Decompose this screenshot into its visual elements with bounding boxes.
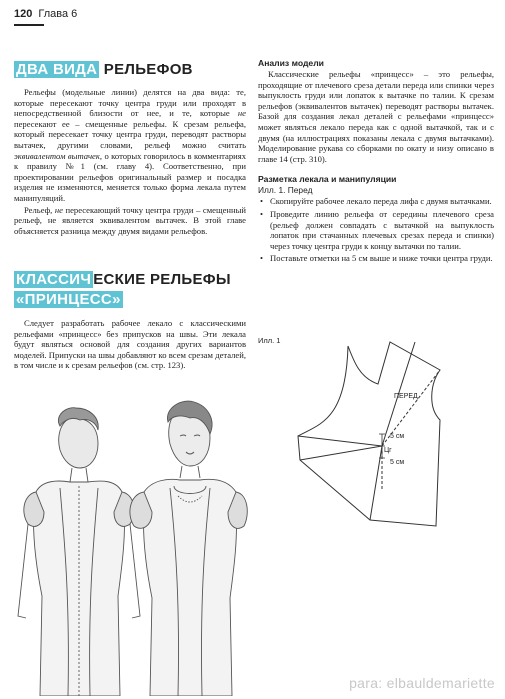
fashion-illustration [14,396,250,696]
paragraph-princess: Следует разработать рабочее лекало с классическими рельефами «принцесс» без припусков на швы. Эти лекала будут являться основой для создания других вариантов моделей. Припуски на швы добавляют ко всем срезам деталей, в том числе и к срезам рельефов (см. стр. 123). [14,318,246,371]
section-title-princess: КЛАССИЧ ЕСКИЕ РЕЛЬЕФЫ «ПРИНЦЕСС» [16,271,231,308]
page-number: 120 [14,8,33,20]
header-rule [14,24,44,26]
section-princess [14,270,246,371]
page-header [14,8,77,20]
analysis-title: Анализ модели [258,58,324,68]
pattern-label-front: ПЕРЕД [394,393,418,400]
figure-label: Илл. 1 [258,336,281,345]
marking-subtitle: Илл. 1. Перед [258,185,313,196]
measure-bottom: 5 см [390,459,405,466]
watermark: para: elbauldemariette [349,675,495,691]
list-item: • Поставьте отметки на 5 см выше и ниже точки центра груди. [260,253,493,264]
analysis-paragraph: Классические рельефы «принцесс» – это рельефы, проходящие от плечевого среза детали переда или спинки через выпуклость груди или лопаток к вытачке по талии. К срезам рельефов (эквивалентов вытачек) переводят растворы вытачек. Базой для создания лекал деталей с рельефами «принцесс» может являться лекало переда как с одной вытачкой, так и с двумя (на иллюстрациях показаны лекала с двумя вытачками). Моделирование рукава со сборками по окату и низу описано в главе 14 (стр. 310). [258,69,494,164]
section-title-two-types [14,60,246,79]
paragraph-offset-relief: Рельеф, не пересекающий точку центра груди – смещенный рельеф, не является эквивалентом вытачек. В этой главе объясняется разница между двумя видами рельефов. [14,204,246,236]
pattern-drawing [290,340,490,530]
list-item: • Скопируйте рабочее лекало переда лифа с двумя вытачками. [260,196,492,207]
section-two-types [14,60,246,236]
title-rest: РЕЛЬЕФОВ [99,61,193,78]
list-item: • Проведите линию рельефа от середины плечевого среза (рельеф должен совпадать с вытачкой на выпуклость лопаток при стачанных плечевых срезах переда и спинки) через точку центра груди к концу вытачки по талии. [260,208,494,251]
section-analysis [258,58,494,266]
bust-point-label: Цг [384,447,392,454]
marking-steps [258,196,494,264]
title-highlight: ДВА ВИДА [16,61,98,78]
paragraph-relief-types: Рельефы (модельные линии) делятся на два вида: те, которые пересекают точку центра груди или проходят в непосредственной близости от нее, и те, которые не пересекают ее – смещенные рельефы. К срезам рельефа, который пересекает точку центра груди, переводят растворы вытачек, другими словами, рельеф можно считать эквивалентом вытачек, о которых говорилось в комментариях к правилу №1 (см. главу 4). Соответственно, при проектировании рельефов оригинальный размер и посадка изделия не изменяются, меняется только форма лекала путем манипуляций. [14,87,246,203]
chapter-title: Глава 6 [38,8,78,20]
marking-title: Разметка лекала и манипуляции [258,174,397,185]
measure-top: 5 см [390,433,405,440]
